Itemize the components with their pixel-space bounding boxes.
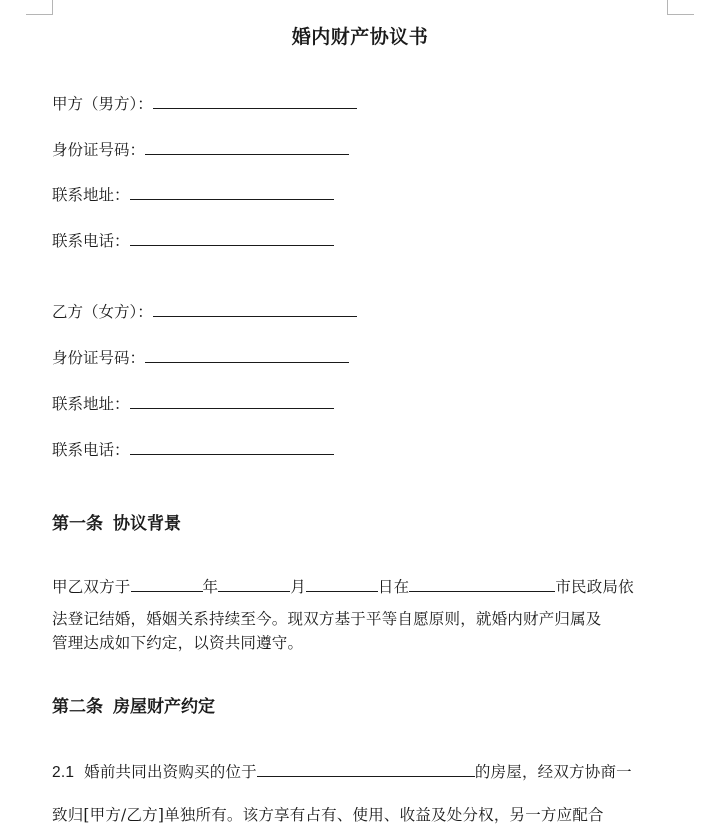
article-1-text: 月 xyxy=(290,578,306,596)
article-2-title: 房屋财产约定 xyxy=(113,697,215,717)
clause-2-1-text: 的房屋，经双方协商一 xyxy=(474,763,632,781)
article-1-title: 协议背景 xyxy=(113,514,181,534)
year-blank xyxy=(131,575,203,592)
city-blank xyxy=(409,575,555,592)
party-a-address-field xyxy=(52,183,334,206)
article-1-text: 年 xyxy=(202,578,219,596)
party-b-name-label: 乙方（女方）： xyxy=(52,303,153,321)
party-b-name-field xyxy=(52,300,357,323)
article-1-line-1 xyxy=(52,575,634,598)
party-b-id-field xyxy=(52,346,349,369)
article-1-number: 第一条 xyxy=(52,514,103,534)
party-b-id-label: 身份证号码： xyxy=(52,349,146,367)
clause-2-1-text: 婚前共同出资购买的位于 xyxy=(84,763,257,781)
article-1-text: 甲乙双方于 xyxy=(52,578,131,596)
party-a-id-label: 身份证号码： xyxy=(52,141,146,159)
party-b-phone-blank xyxy=(130,438,334,455)
party-b-phone-label: 联系电话： xyxy=(52,441,130,459)
month-blank xyxy=(218,575,290,592)
day-blank xyxy=(306,575,378,592)
article-1-text: 市民政局依 xyxy=(555,578,634,596)
property-location-blank xyxy=(257,760,475,777)
party-a-name-label: 甲方（男方）： xyxy=(52,95,153,113)
article-1-text: 日在 xyxy=(377,578,410,596)
party-a-address-blank xyxy=(130,183,334,200)
party-a-phone-label: 联系电话： xyxy=(52,232,130,250)
party-a-name-blank xyxy=(153,92,357,109)
clause-2-1-number: 2.1 xyxy=(52,764,75,781)
article-1-line-2: 法登记结婚，婚姻关系持续至今。现双方基于平等自愿原则，就婚内财产归属及 xyxy=(52,610,602,628)
crop-mark-top-left xyxy=(26,0,53,15)
clause-2-1-line-1 xyxy=(52,760,632,784)
crop-mark-top-right xyxy=(667,0,694,15)
party-b-address-label: 联系地址： xyxy=(52,395,130,413)
article-1-line-3: 管理达成如下约定，以资共同遵守。 xyxy=(52,634,304,652)
party-b-phone-field xyxy=(52,438,334,461)
article-1-heading xyxy=(52,509,181,534)
article-2-number: 第二条 xyxy=(52,697,103,717)
party-a-name-field xyxy=(52,92,357,115)
party-a-phone-blank xyxy=(130,229,334,246)
party-b-id-blank xyxy=(145,346,349,363)
party-a-id-field xyxy=(52,138,349,161)
party-b-name-blank xyxy=(153,300,357,317)
party-a-phone-field xyxy=(52,229,334,252)
clause-2-1-line-2: 致归[甲方/乙方]单独所有。该方享有占有、使用、收益及处分权，另一方应配合 xyxy=(52,806,604,824)
document-title: 婚内财产协议书 xyxy=(291,26,429,48)
article-2-heading xyxy=(52,692,215,717)
party-b-address-field xyxy=(52,392,334,415)
party-b-address-blank xyxy=(130,392,334,409)
party-a-address-label: 联系地址： xyxy=(52,186,130,204)
party-a-id-blank xyxy=(145,138,349,155)
